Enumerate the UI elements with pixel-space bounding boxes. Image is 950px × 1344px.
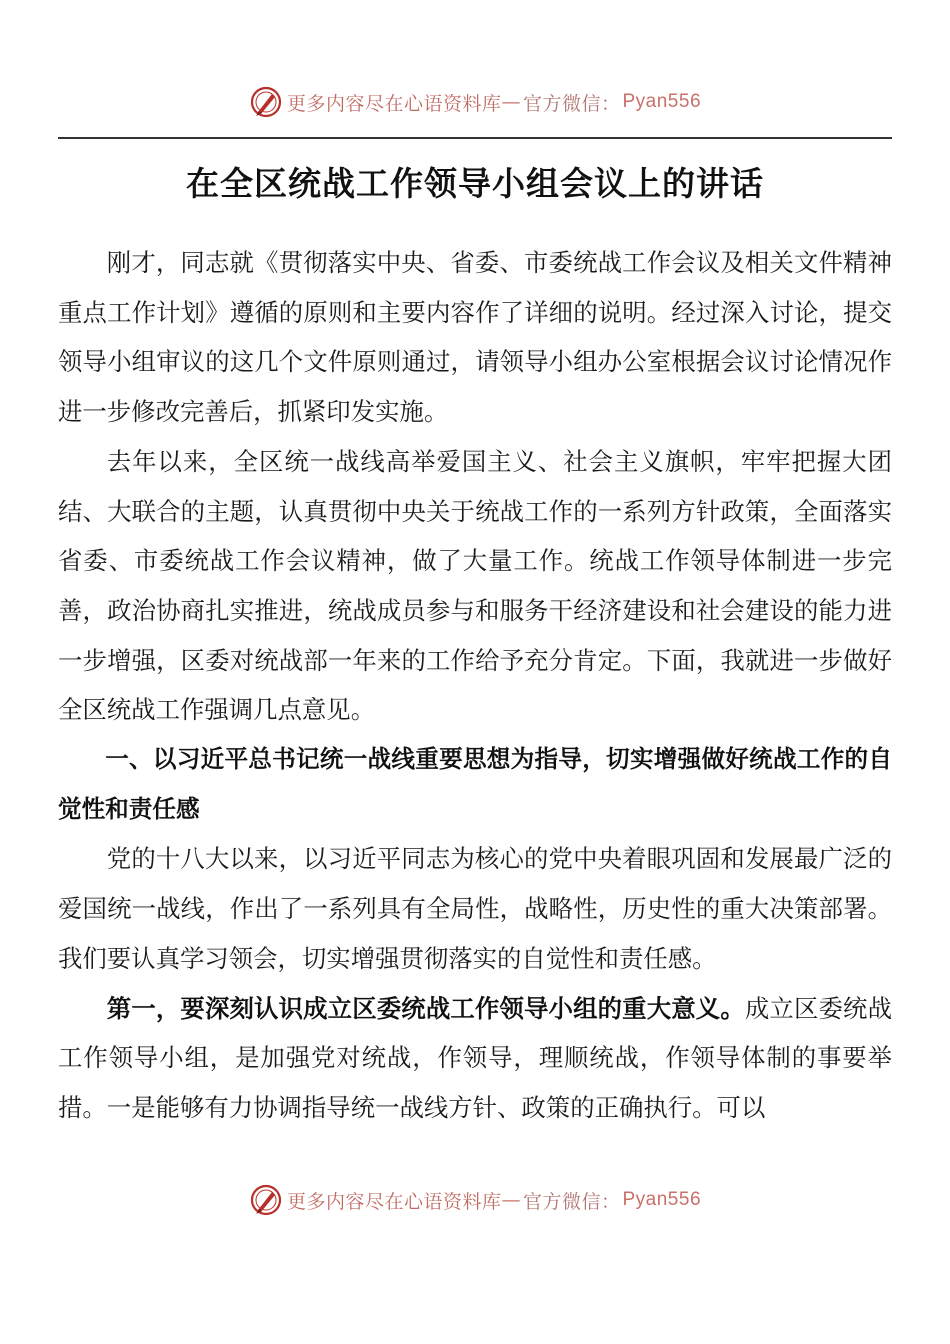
banner-wechat-id: Pyan556	[622, 91, 702, 112]
banner-wechat-label: 官方微信：	[522, 92, 621, 115]
paragraph-3: 党的十八大以来，以习近平同志为核心的党中央着眼巩固和发展最广泛的爱国统一战线，作出了一系列具有全局性，战略性，历史性的重大决策部署。我们要认真学习领会，切实增强贯彻落实的自觉性和责任感。	[58, 844, 892, 973]
banner-site-text: 更多内容尽在心语资料库	[286, 92, 502, 115]
document-body	[58, 238, 892, 1133]
header-divider	[58, 137, 892, 139]
banner-dash: —	[501, 91, 521, 113]
pen-logo-icon	[249, 85, 283, 119]
banner-wechat-label: 官方微信：	[522, 1190, 621, 1213]
paragraph-4	[58, 984, 892, 1133]
paragraph-2: 去年以来，全区统一战线高举爱国主义、社会主义旗帜，牢牢把握大团结、大联合的主题，认真贯彻中央关于统战工作的一系列方针政策，全面落实省委、市委统战工作会议精神，做了大量工作。统战工作领导体制进一步完善，政治协商扎实推进，统战成员参与和服务干经济建设和社会建设的能力进一步增强，区委对统战部一年来的工作给予充分肯定。下面，我就进一步做好全区统战工作强调几点意见。	[58, 446, 892, 725]
header-watermark-banner	[0, 84, 950, 120]
banner-wechat-id: Pyan556	[622, 1189, 702, 1210]
paragraph-4-lead: 第一，要深刻认识成立区委统战工作领导小组的重大意义。	[106, 993, 745, 1023]
footer-watermark-banner	[0, 1182, 950, 1218]
paragraph-1: 刚才，同志就《贯彻落实中央、省委、市委统战工作会议及相关文件精神重点工作计划》遵循的原则和主要内容作了详细的说明。经过深入讨论，提交领导小组审议的这几个文件原则通过，请领导小组办公室根据会议讨论情况作进一步修改完善后，抓紧印发实施。	[58, 248, 892, 427]
section-heading-1: 一、以习近平总书记统一战线重要思想为指导，切实增强做好统战工作的自觉性和责任感	[58, 745, 892, 823]
banner-dash: —	[501, 1189, 521, 1211]
paragraph-4-rest: 成立区委统战工作领导小组，是加强党对统战，作领导，理顺统战，作领导体制的事要举措。一是能够有力协调指导统一战线方针、政策的正确执行。可以	[58, 993, 892, 1122]
pen-logo-icon	[249, 1183, 283, 1217]
document-title: 在全区统战工作领导小组会议上的讲话	[186, 164, 764, 203]
banner-site-text: 更多内容尽在心语资料库	[286, 1190, 502, 1213]
